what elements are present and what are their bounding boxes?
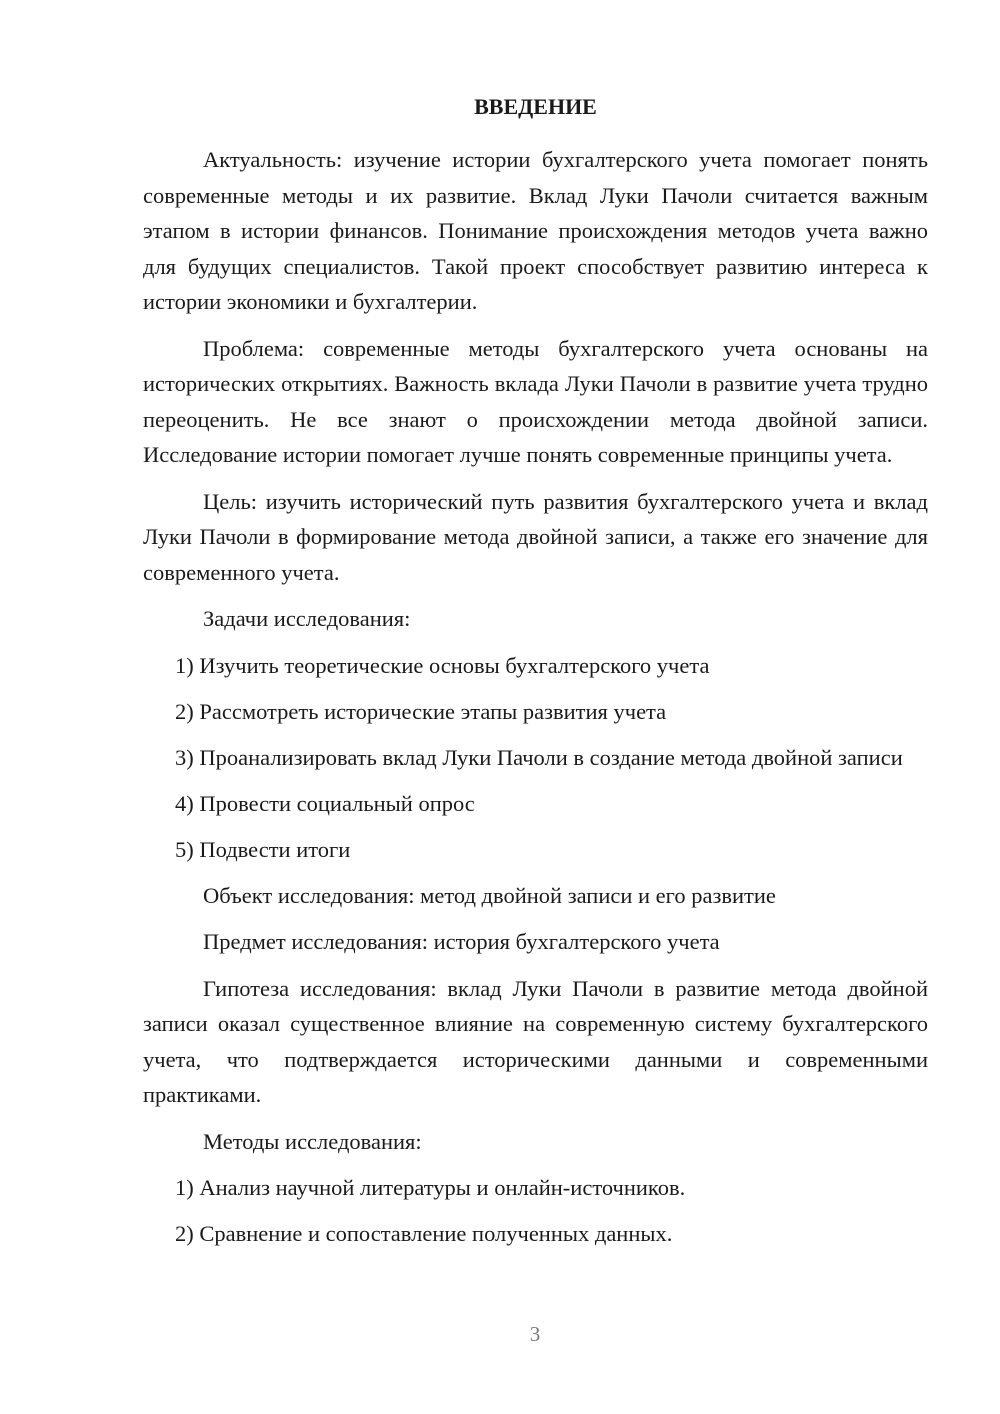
task-item: 1) Изучить теоретические основы бухгалтерского учета — [175, 652, 710, 678]
methods-heading: Методы исследования: — [203, 1128, 422, 1154]
task-item: 3) Проанализировать вклад Луки Пачоли в создание метода двойной записи — [175, 744, 903, 770]
method-item: 1) Анализ научной литературы и онлайн-источников. — [175, 1175, 686, 1200]
hypothesis-paragraph: Гипотеза исследования: вклад Луки Пачоли в развитие метода двойной записи оказал существенное влияние на современную систему бухгалтерского учета, что подтверждается историческими данными и современными практиками. — [143, 975, 928, 1107]
method-item: 2) Сравнение и сопоставление полученных данных. — [175, 1221, 673, 1246]
task-item: 4) Провести социальный опрос — [175, 790, 475, 816]
document-page — [143, 92, 928, 1262]
goal-paragraph: Цель: изучить исторический путь развития бухгалтерского учета и вклад Луки Пачоли в формирование метода двойной записи, а также его значение для современного учета. — [143, 488, 928, 585]
section-title: ВВЕДЕНИЕ — [474, 94, 597, 119]
tasks-heading: Задачи исследования: — [203, 606, 411, 631]
relevance-paragraph: Актуальность: изучение истории бухгалтерского учета помогает понять современные методы и их развитие. Вклад Луки Пачоли считается важным этапом в истории финансов. Понимание происхождения методов учета важно для будущих специалистов. Такой проект способствует развитию интереса к истории экономики и бухгалтерии. — [143, 147, 928, 314]
task-item: 5) Подвести итоги — [175, 836, 351, 862]
page-number: 3 — [529, 1322, 541, 1346]
task-item: 2) Рассмотреть исторические этапы развития учета — [175, 698, 667, 724]
object-paragraph: Объект исследования: метод двойной записи и его развитие — [203, 882, 776, 908]
problem-paragraph: Проблема: современные методы бухгалтерского учета основаны на исторических открытиях. Важность вклада Луки Пачоли в развитие учета трудно переоценить. Не все знают о происхождении метода двойной записи. Исследование истории помогает лучше понять современные принципы учета. — [143, 335, 928, 467]
subject-paragraph: Предмет исследования: история бухгалтерского учета — [203, 929, 720, 954]
